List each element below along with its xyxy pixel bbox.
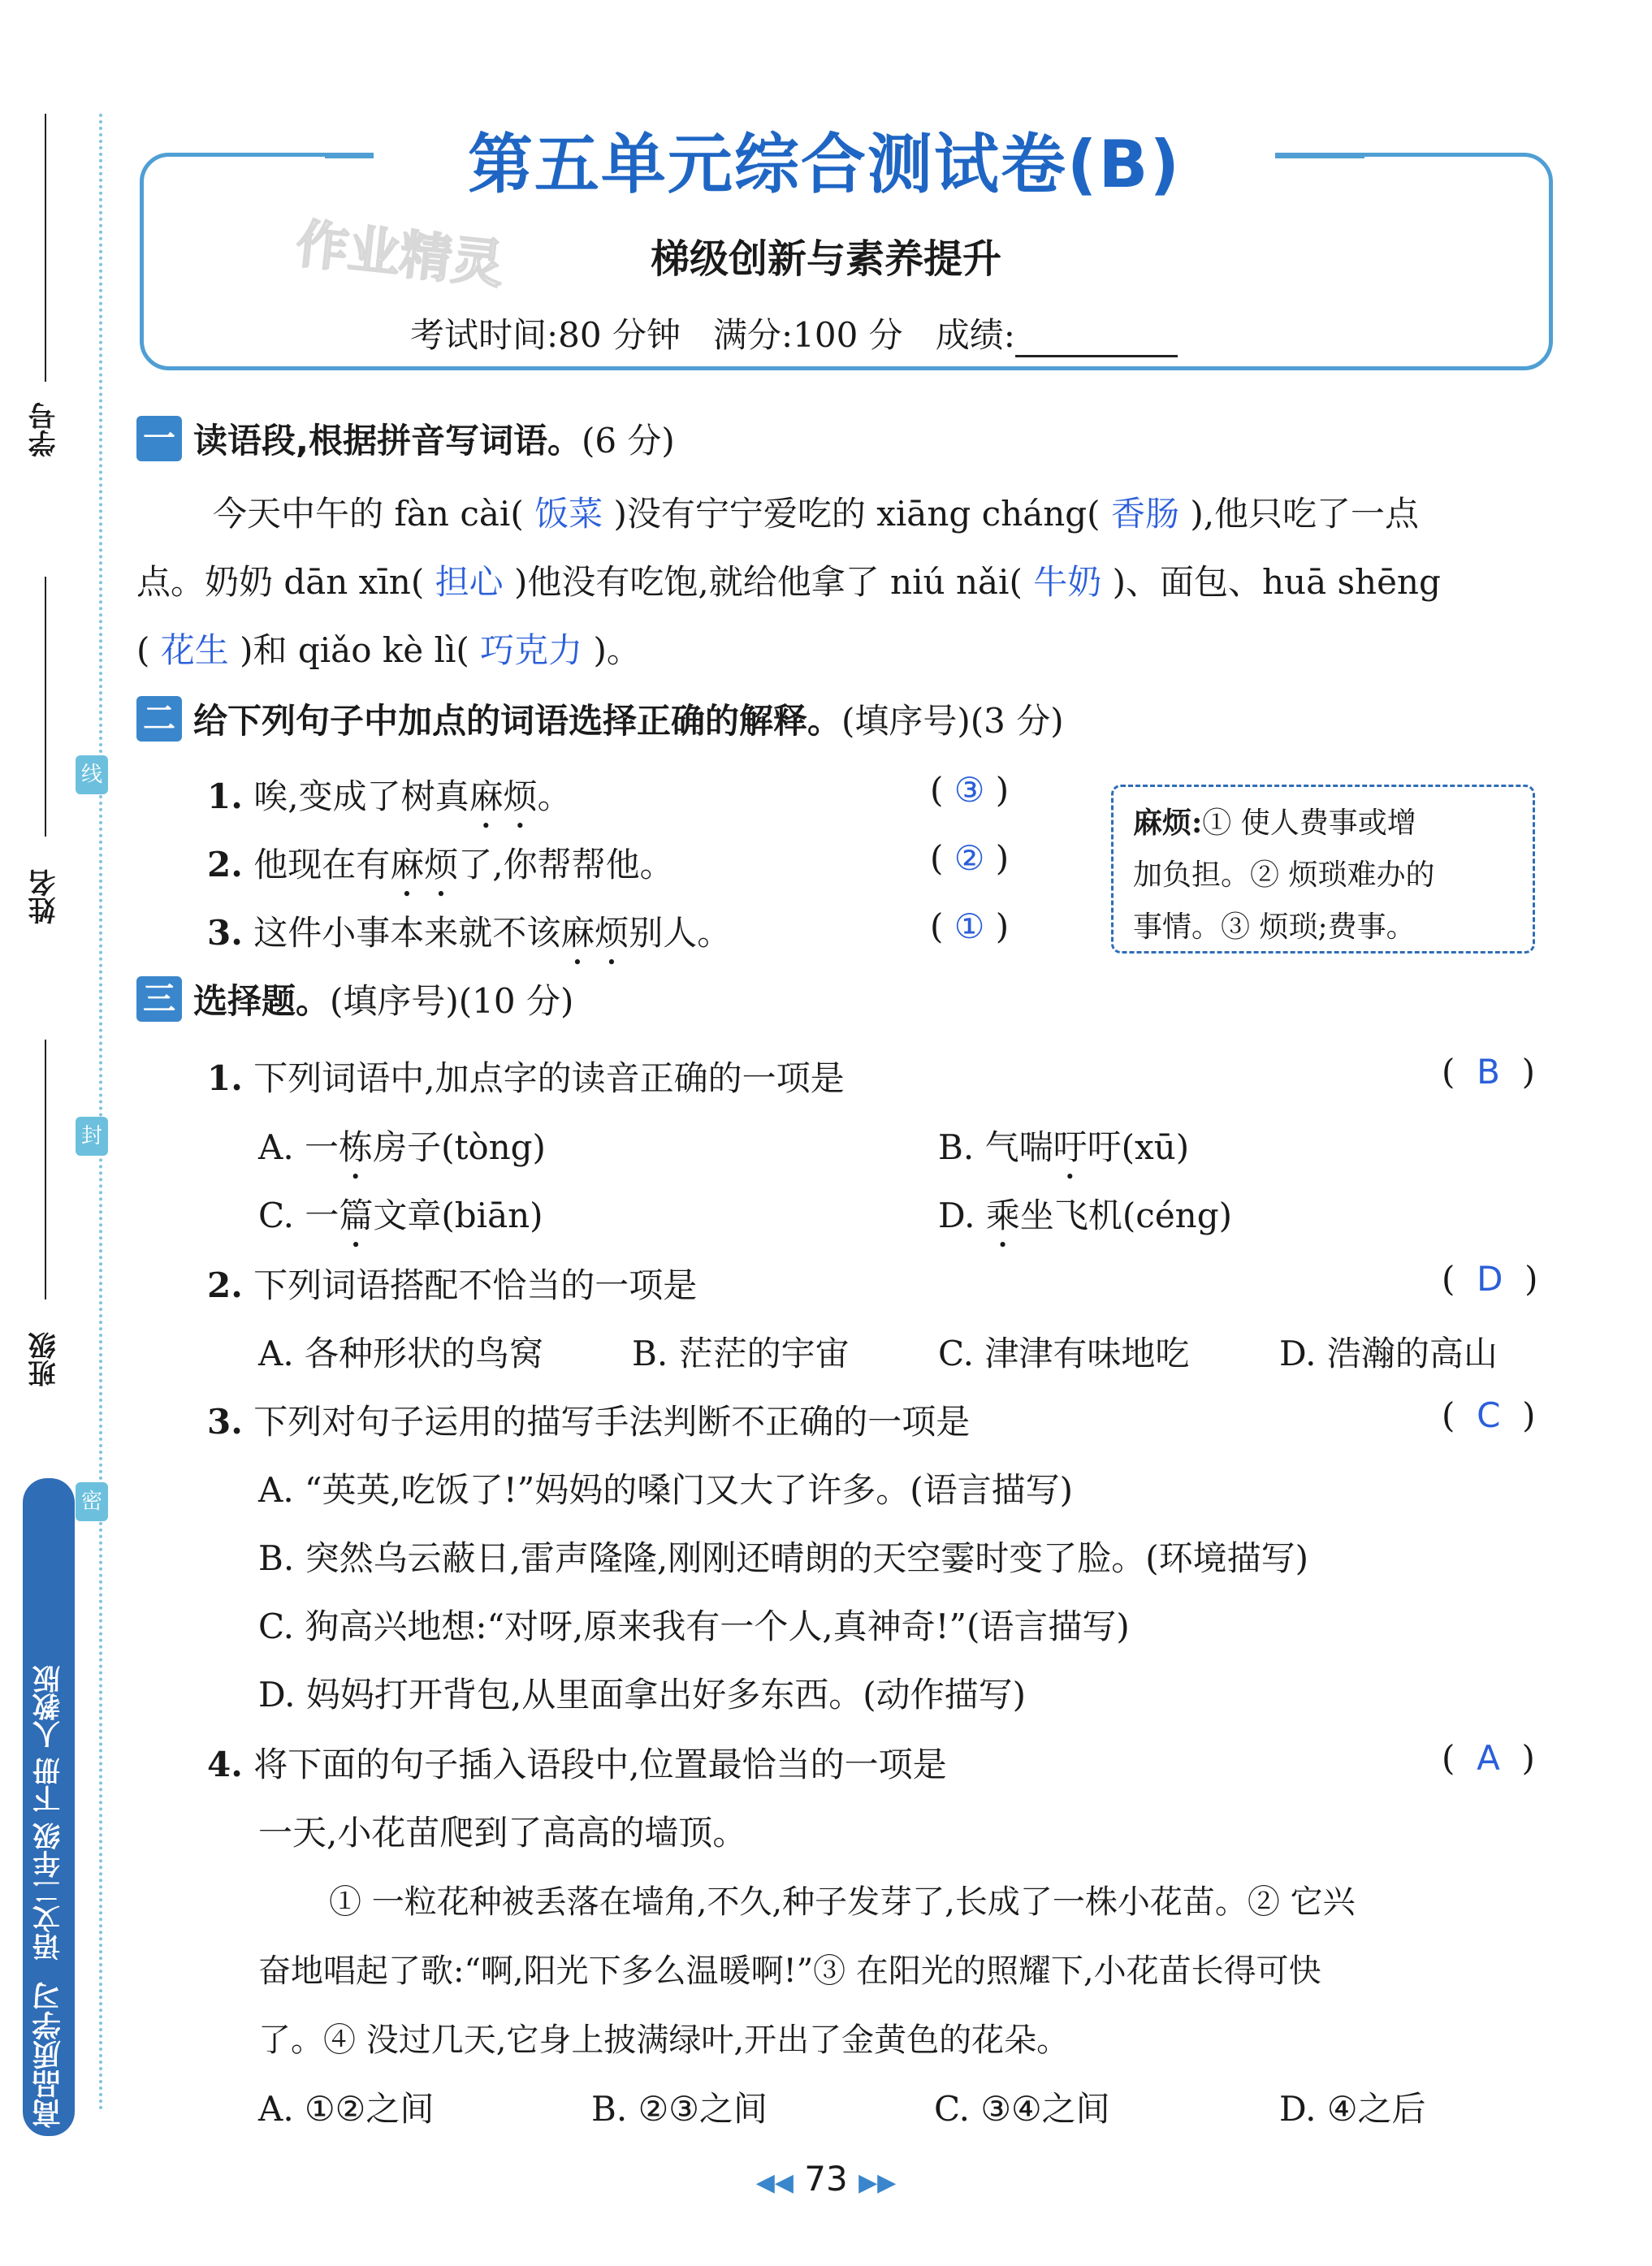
- seal-mark-seal: 封: [76, 1117, 108, 1156]
- answer: 担心: [435, 562, 504, 602]
- s1-text: )他没有吃饱,就给他拿了 niú nǎi(: [513, 562, 1023, 602]
- page-number: 73: [804, 2159, 848, 2199]
- definition-box: [1111, 785, 1535, 954]
- section3-points: (填序号)(10 分): [330, 981, 574, 1021]
- s1-text: (: [136, 630, 150, 670]
- q4-option-c: C. ③④之间: [934, 2089, 1110, 2129]
- q4-stem: [207, 1738, 947, 1787]
- item-text: 唉,变成了树真: [253, 776, 469, 816]
- q2-answer: ( D ): [1442, 1259, 1538, 1299]
- item-text: 别人。: [629, 913, 732, 953]
- q2-option-b: B. 茫茫的宇宙: [632, 1334, 850, 1373]
- score-blank[interactable]: [1015, 322, 1178, 357]
- answer: 饭菜: [534, 494, 603, 534]
- spine-series: 语文二年级 下册 人教版: [32, 1665, 66, 1961]
- s1-text: )。: [593, 630, 641, 670]
- answer: ③: [954, 770, 985, 810]
- option-text: A. 一: [258, 1127, 339, 1167]
- s1-text: )、面包、huā shēng: [1112, 562, 1441, 602]
- seal-mark-secret: 密: [76, 1482, 108, 1521]
- dotted-char: 乘: [985, 1196, 1020, 1235]
- exam-time: 考试时间:80 分钟: [410, 315, 681, 355]
- definition-text: ① 使人费事或增: [1202, 807, 1416, 840]
- q3-answer: ( C ): [1442, 1395, 1536, 1435]
- answer: 牛奶: [1033, 562, 1102, 602]
- section3-title: 选择题。: [193, 981, 331, 1021]
- watermark: 作业精灵: [293, 214, 507, 296]
- question-text: 将下面的句子插入语段中,位置最恰当的一项是: [253, 1745, 947, 1784]
- binding-dotted-line: [99, 114, 102, 2112]
- item-number: 1.: [207, 776, 243, 816]
- score-label: 成绩:: [935, 315, 1015, 355]
- next-arrows-icon: ▶▶: [858, 2169, 897, 2197]
- full-score: 满分:100 分: [713, 315, 903, 355]
- definition-term: 麻烦:: [1133, 806, 1203, 840]
- option-text: C. 一: [258, 1196, 339, 1235]
- page-title: 第五单元综合测试卷(B): [467, 126, 1182, 202]
- s2-item-3: [207, 906, 731, 972]
- q4-passage-2: 奋地唱起了歌:“啊,阳光下多么温暖啊!”③ 在阳光的照耀下,小花苗长得可快: [258, 1952, 1321, 1990]
- s2-item-1: [207, 770, 572, 836]
- q4-option-b: B. ②③之间: [591, 2089, 768, 2129]
- option-text: B. 气喘: [938, 1127, 1053, 1167]
- dotted-word: 麻烦: [390, 845, 459, 884]
- s1-line-1: [213, 487, 1419, 536]
- section1-heading: [136, 414, 675, 463]
- q3-option-d: D. 妈妈打开背包,从里面拿出好多东西。(动作描写): [258, 1675, 1027, 1715]
- section1-badge: 一: [136, 416, 182, 461]
- q3-option-c: C. 狗高兴地想:“对呀,原来我有一个人,真神奇!”(语言描写): [258, 1607, 1130, 1646]
- question-number: 4.: [207, 1745, 243, 1784]
- q4-answer: ( A ): [1442, 1738, 1535, 1778]
- q2-option-d: D. 浩瀚的高山: [1279, 1334, 1498, 1373]
- q4-sentence: 一天,小花苗爬到了高高的墙顶。: [258, 1813, 747, 1853]
- option-text: 坐飞机(céng): [1019, 1196, 1232, 1235]
- section1-points: (6 分): [581, 421, 675, 461]
- answer: 巧克力: [480, 630, 583, 670]
- page-subtitle: 梯级创新与素养提升: [650, 236, 1001, 282]
- spine-label: [23, 1478, 75, 2136]
- answer: A: [1477, 1738, 1500, 1778]
- q2-option-c: C. 津津有味地吃: [938, 1334, 1190, 1373]
- class-line: [45, 1040, 46, 1299]
- q4-passage-3: 了。④ 没过几天,它身上披满绿叶,开出了金黄色的花朵。: [258, 2022, 1070, 2059]
- class-label: 班级: [28, 1332, 61, 1387]
- seal-mark-line: 线: [76, 755, 108, 794]
- s1-line-2: [136, 556, 1441, 604]
- question-number: 1.: [207, 1058, 243, 1098]
- answer: ①: [954, 906, 985, 946]
- definition-line-3: 事情。③ 烦琐;费事。: [1133, 910, 1416, 944]
- answer: D: [1477, 1259, 1503, 1299]
- dotted-word: 麻烦: [560, 913, 629, 953]
- question-text: 下列词语搭配不恰当的一项是: [253, 1265, 698, 1305]
- dotted-char: 篇: [339, 1196, 374, 1235]
- question-number: 2.: [207, 1265, 243, 1305]
- q3-stem: [207, 1395, 970, 1444]
- title-band: [374, 114, 1275, 203]
- s1-text: 点。奶奶 dān xīn(: [136, 562, 425, 602]
- q1-option-c: [258, 1189, 543, 1255]
- definition-line-1: [1133, 797, 1513, 850]
- exam-info: [410, 309, 1178, 357]
- q4-passage-1: ① 一粒花种被丢落在墙角,不久,种子发芽了,长成了一株小花苗。② 它兴: [329, 1883, 1356, 1921]
- section2-badge: 二: [136, 696, 182, 742]
- item-text: 他现在有: [253, 845, 391, 884]
- section2-heading: [136, 694, 1064, 743]
- item-number: 2.: [207, 845, 243, 884]
- section2-title: 给下列句子中加点的词语选择正确的解释。: [193, 701, 842, 741]
- question-text: 下列对句子运用的描写手法判断不正确的一项是: [253, 1402, 971, 1442]
- s1-text: ),他只吃了一点: [1190, 494, 1420, 534]
- s2-answer-3: ( ① ): [930, 906, 1010, 946]
- item-text: 。: [537, 776, 572, 816]
- name-line: [45, 577, 46, 837]
- definition-line-2: 加负担。② 烦琐难办的: [1133, 858, 1435, 892]
- q1-option-a: [258, 1121, 546, 1187]
- q1-stem: [207, 1052, 845, 1101]
- name-label: 姓名: [28, 869, 61, 924]
- s1-text: )和 qiǎo kè lì(: [240, 630, 469, 670]
- dotted-word: 麻烦: [469, 776, 538, 816]
- answer: B: [1477, 1052, 1500, 1092]
- s2-item-2: [207, 838, 674, 904]
- q4-option-d: D. ④之后: [1279, 2089, 1426, 2129]
- item-text: 了,你帮帮他。: [458, 845, 674, 884]
- dotted-char: 吁: [1053, 1127, 1088, 1167]
- answer: 香肠: [1110, 494, 1179, 534]
- q3-option-b: B. 突然乌云蔽日,雷声隆隆,刚刚还晴朗的天空霎时变了脸。(环境描写): [258, 1538, 1309, 1578]
- q4-option-a: A. ①②之间: [258, 2089, 435, 2129]
- q1-option-d: [938, 1189, 1232, 1255]
- s2-answer-1: ( ③ ): [930, 770, 1010, 810]
- option-text: D.: [938, 1196, 986, 1235]
- question-text: 下列词语中,加点字的读音正确的一项是: [253, 1058, 845, 1098]
- q3-option-a: A. “英英,吃饭了!”妈妈的嗓门又大了许多。(语言描写): [258, 1470, 1073, 1510]
- option-text: 吁(xū): [1087, 1127, 1190, 1167]
- option-text: 文章(biān): [373, 1196, 543, 1235]
- section2-points: (填序号)(3 分): [841, 701, 1064, 741]
- dotted-char: 栋: [339, 1127, 374, 1167]
- item-text: 这件小事本来就不该: [253, 913, 561, 953]
- q2-stem: [207, 1259, 697, 1308]
- section3-badge: 三: [136, 976, 182, 1022]
- s1-line-3: [136, 624, 641, 672]
- q1-option-b: [938, 1121, 1189, 1187]
- q1-answer: ( B ): [1442, 1052, 1536, 1092]
- question-number: 3.: [207, 1402, 243, 1442]
- item-number: 3.: [207, 913, 243, 953]
- section3-heading: [136, 975, 573, 1023]
- s1-text: )没有宁宁爱吃的 xiāng cháng(: [613, 494, 1101, 534]
- section1-title: 读语段,根据拼音写词语。: [193, 421, 582, 461]
- spine-brand: 高品质学习: [32, 1982, 66, 2128]
- answer: 花生: [160, 630, 229, 670]
- s2-answer-2: ( ② ): [930, 838, 1010, 878]
- answer: ②: [954, 838, 985, 878]
- answer: C: [1477, 1395, 1501, 1435]
- student-id-label: 学号: [28, 402, 61, 457]
- prev-arrows-icon: ◀◀: [755, 2169, 794, 2197]
- option-text: 房子(tòng): [373, 1127, 546, 1167]
- q2-option-a: A. 各种形状的鸟窝: [258, 1334, 544, 1373]
- page-number-bar: [0, 2159, 1652, 2199]
- s1-text: 今天中午的 fàn cài(: [213, 494, 524, 534]
